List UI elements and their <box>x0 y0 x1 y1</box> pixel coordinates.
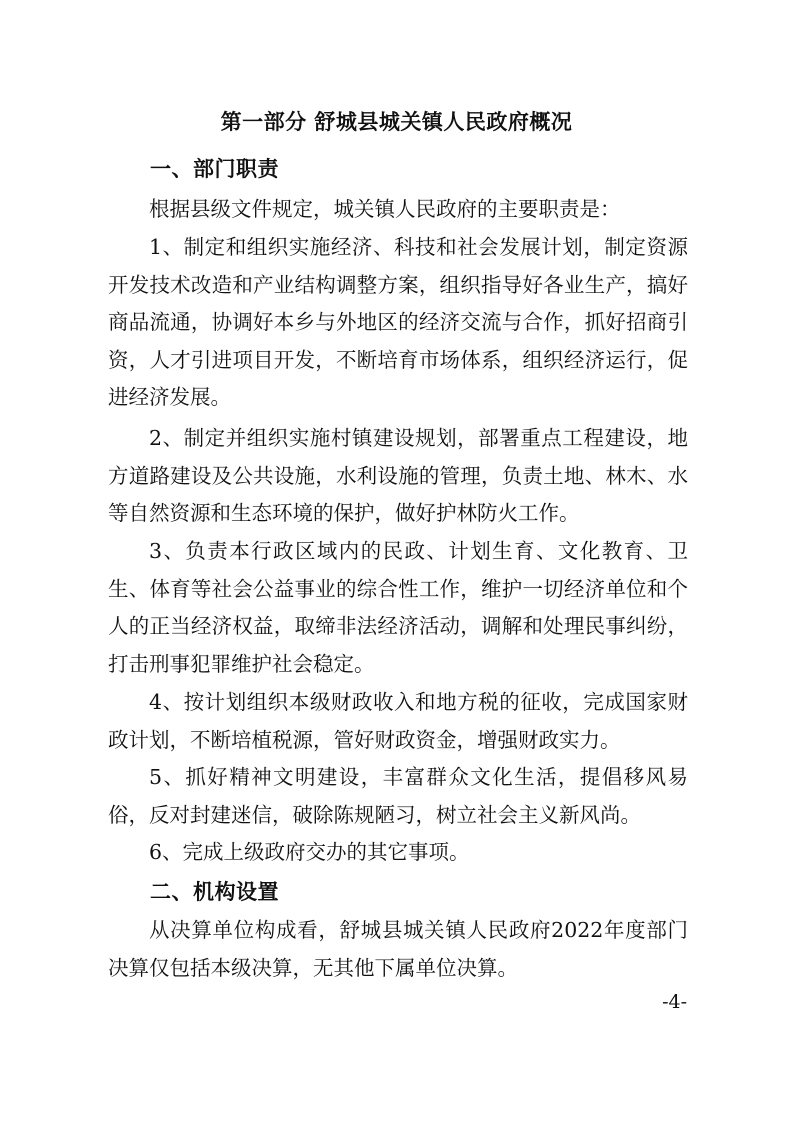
organization-body: 从决算单位构成看，舒城县城关镇人民政府2022年度部门决算仅包括本级决算，无其他下属单位决算。 <box>108 918 688 980</box>
duty-item-2: 2、制定并组织实施村镇建设规划，部署重点工程建设，地方道路建设及公共设施，水利设施的管理，负责土地、林木、水等自然资源和生态环境的保护，做好护林防火工作。 <box>108 426 688 525</box>
document-title: 第一部分 舒城县城关镇人民政府概况 <box>220 110 573 134</box>
section-heading-duties: 一、部门职责 <box>150 157 279 181</box>
duty-item-6: 6、完成上级政府交办的其它事项。 <box>149 840 470 864</box>
duties-intro: 根据县级文件规定，城关镇人民政府的主要职责是： <box>149 197 621 221</box>
page-number: -4- <box>662 991 687 1013</box>
duty-item-5: 5、抓好精神文明建设，丰富群众文化生活，提倡移风易俗，反对封建迷信，破除陈规陋习，树立社会主义新风尚。 <box>108 765 688 827</box>
duty-item-1: 1、制定和组织实施经济、科技和社会发展计划，制定资源开发技术改造和产业结构调整方案，组织指导好各业生产，搞好商品流通，协调好本乡与外地区的经济交流与合作，抓好招商引资，人才引进项目开发，不断培育市场体系，组织经济运行，促进经济发展。 <box>108 235 688 409</box>
duty-item-3: 3、负责本行政区域内的民政、计划生育、文化教育、卫生、体育等社会公益事业的综合性工作，维护一切经济单位和个人的正当经济权益，取缔非法经济活动，调解和处理民事纠纷，打击刑事犯罪维护社会稳定。 <box>108 539 688 676</box>
section-heading-organization: 二、机构设置 <box>150 880 279 904</box>
duty-item-4: 4、按计划组织本级财政收入和地方税的征收，完成国家财政计划，不断培植税源，管好财政资金，增强财政实力。 <box>108 690 688 752</box>
